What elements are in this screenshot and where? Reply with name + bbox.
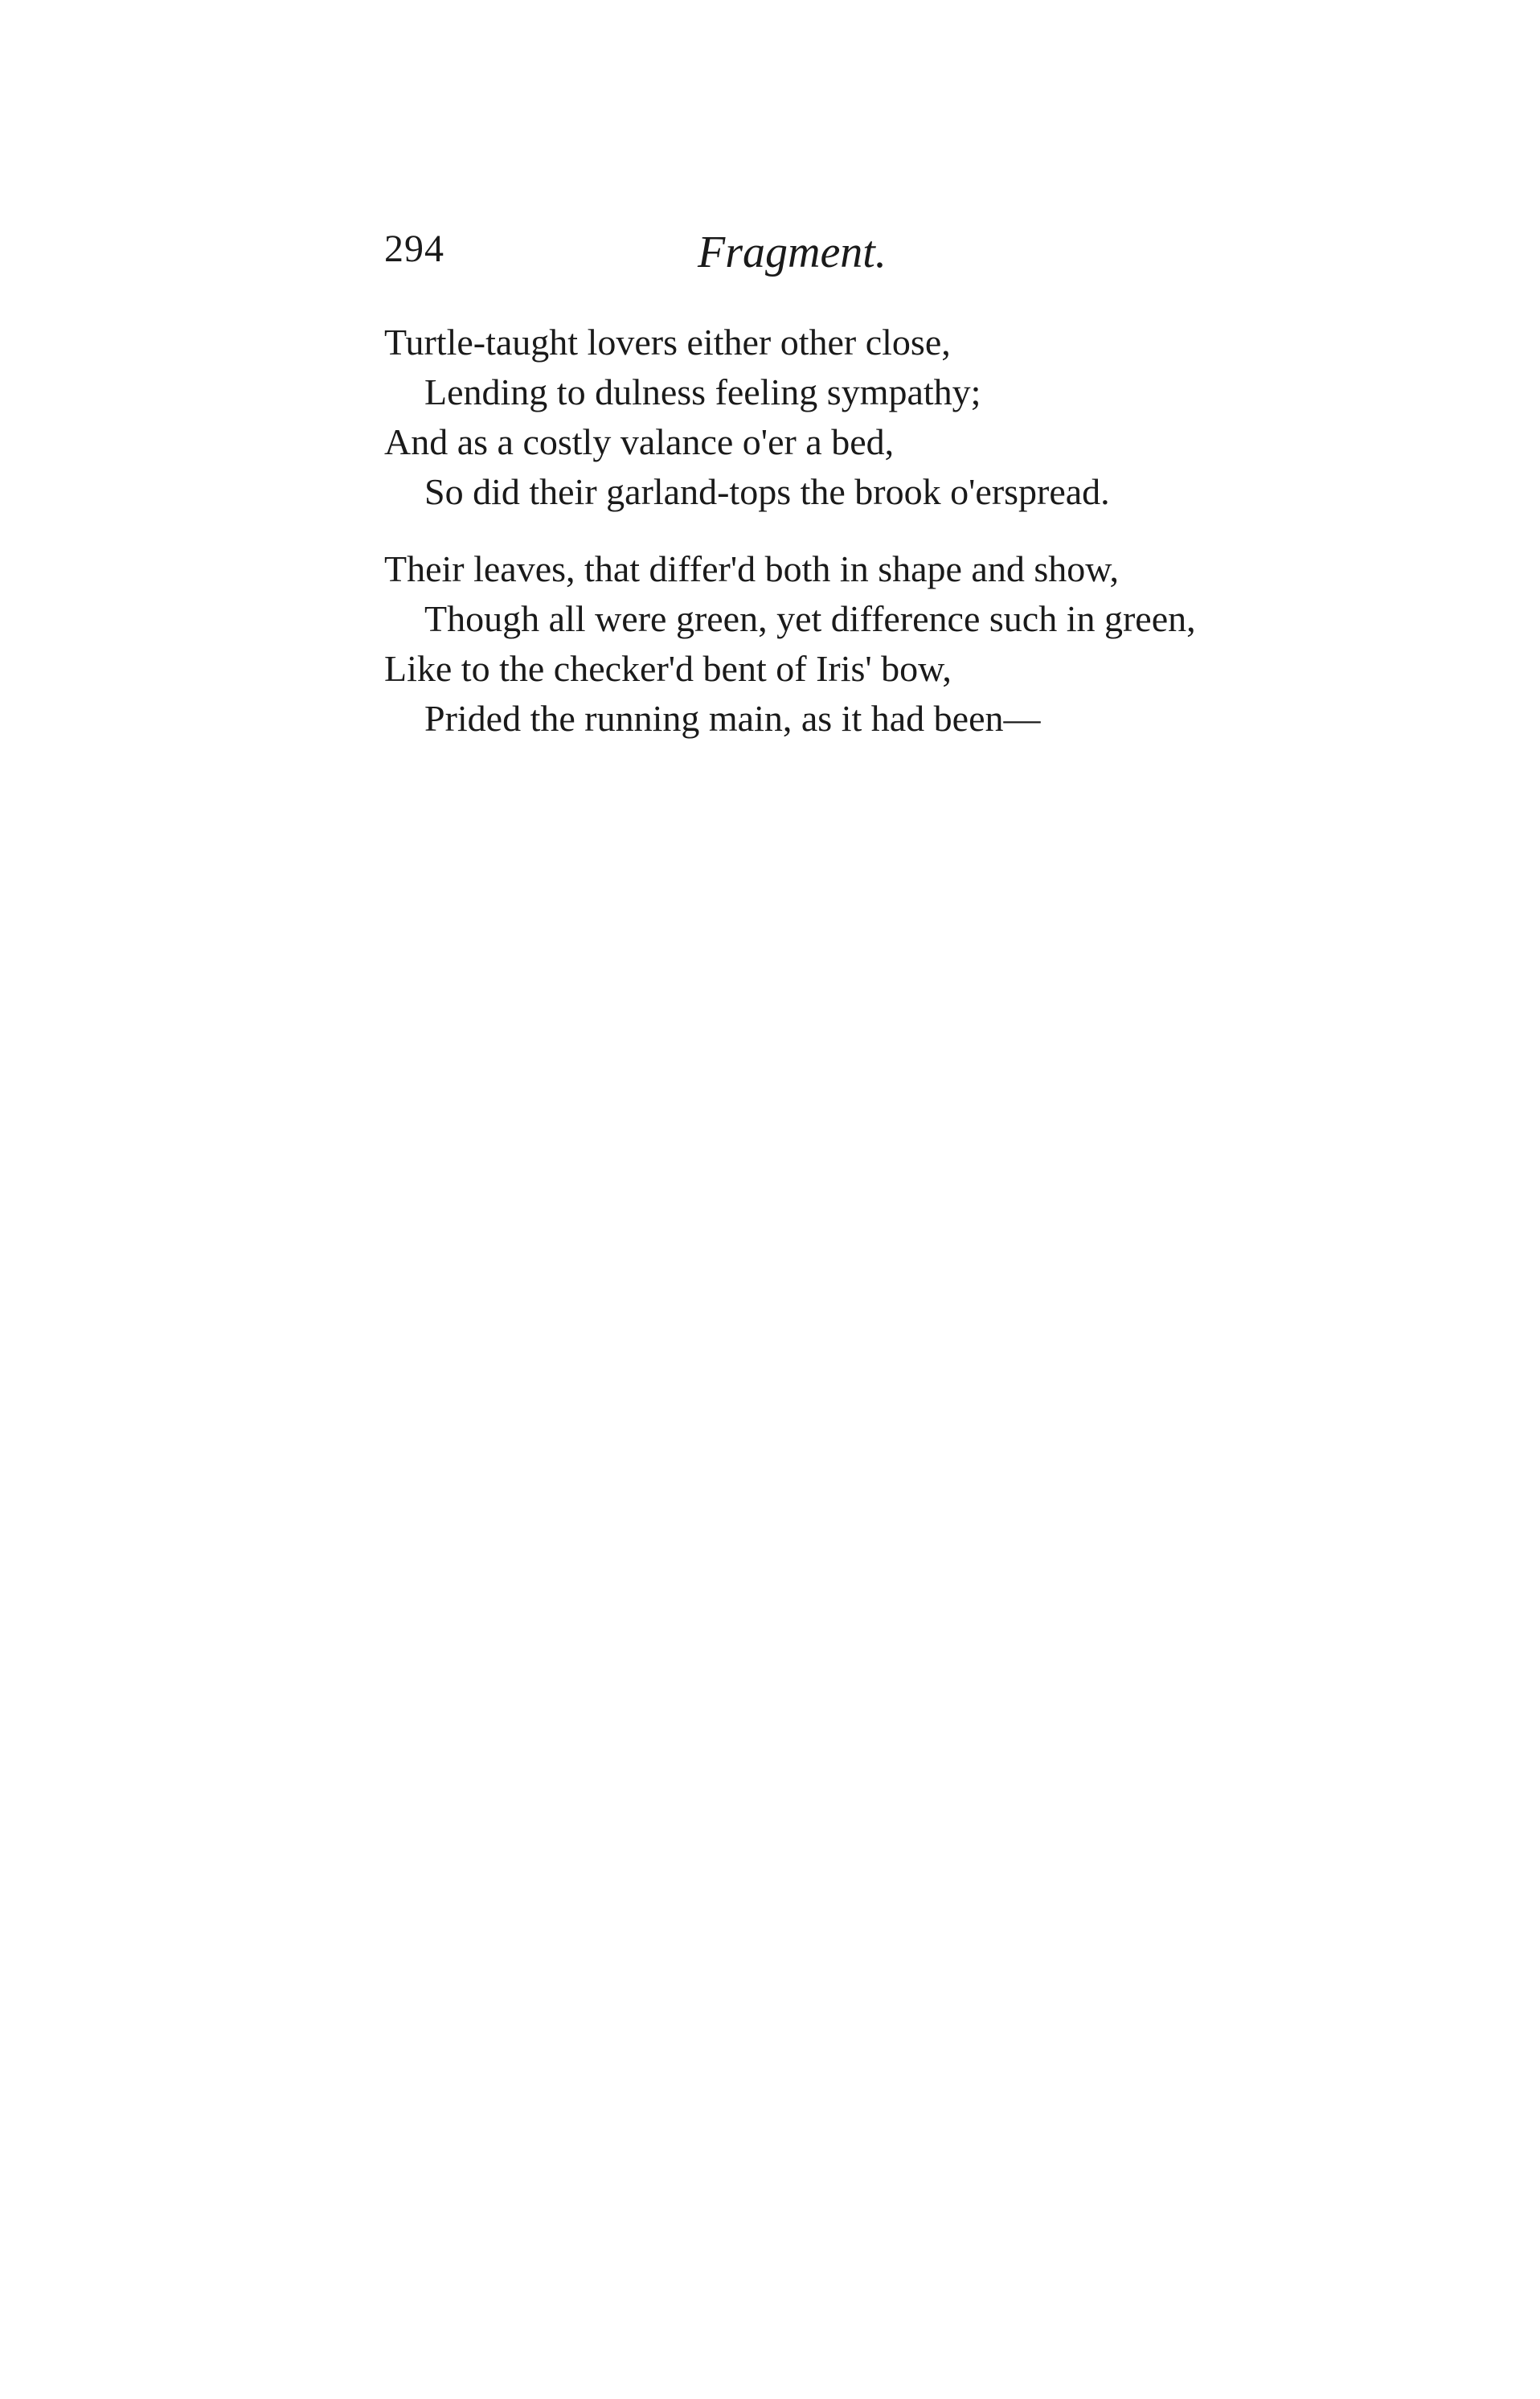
verse-line: So did their garland-tops the brook o'erspread. [424,471,1110,512]
verse-line: And as a costly valance o'er a bed, [384,421,895,462]
verse-line: Their leaves, that differ'd both in shape and show, [384,548,1119,589]
verse-line: Though all were green, yet difference such in green, [424,598,1196,639]
verse-line: Like to the checker'd bent of Iris' bow, [384,648,952,689]
running-title: Fragment. [698,228,887,277]
stanza [384,544,1429,744]
poem-body [384,318,1429,744]
verse-line: Turtle-taught lovers either other close, [384,322,951,363]
verse-line: Lending to dulness feeling sympathy; [424,371,981,412]
verse-line: Prided the running main, as it had been— [424,698,1041,739]
stanza [384,318,1429,517]
page-number: 294 [384,228,444,270]
running-head [384,227,1333,291]
